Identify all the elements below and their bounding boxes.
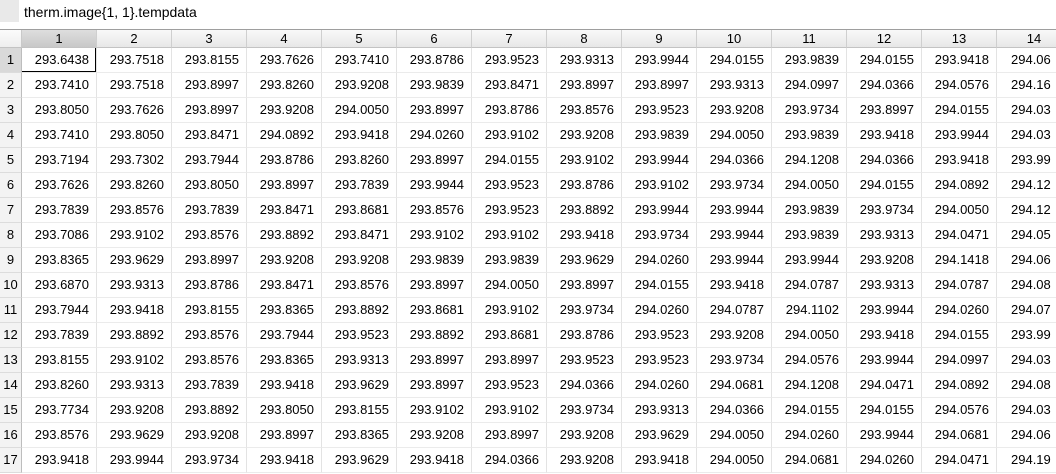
cell[interactable]: 294.0471 [922, 223, 997, 248]
cell[interactable]: 293.8260 [97, 173, 172, 198]
cell[interactable]: 293.8681 [472, 323, 547, 348]
cell[interactable]: 294.0050 [697, 123, 772, 148]
cell[interactable]: 293.8997 [247, 173, 322, 198]
cell[interactable]: 293.9523 [472, 373, 547, 398]
cell[interactable]: 293.9313 [97, 273, 172, 298]
cell[interactable]: 293.9102 [97, 223, 172, 248]
cell[interactable]: 293.9734 [847, 198, 922, 223]
cell[interactable]: 294.0892 [922, 173, 997, 198]
table-row [0, 348, 1056, 373]
cell[interactable]: 294.19 [997, 448, 1056, 473]
cell[interactable]: 294.0576 [922, 73, 997, 98]
cell[interactable]: 293.7410 [322, 48, 397, 73]
table-row [0, 248, 1056, 273]
cell[interactable]: 293.9418 [697, 273, 772, 298]
cell[interactable]: 293.8155 [172, 48, 247, 73]
cell[interactable]: 293.9102 [97, 348, 172, 373]
cell[interactable]: 293.9208 [547, 423, 622, 448]
cell[interactable]: 293.9313 [847, 223, 922, 248]
row-header-1[interactable]: 1 [0, 48, 22, 73]
cell[interactable]: 294.0471 [922, 448, 997, 473]
cell[interactable]: 293.8997 [172, 73, 247, 98]
cell[interactable]: 293.9523 [622, 348, 697, 373]
cell[interactable]: 294.0366 [697, 398, 772, 423]
cell[interactable]: 294.08 [997, 373, 1056, 398]
cell[interactable]: 293.8050 [97, 123, 172, 148]
cell[interactable]: 293.8997 [172, 248, 247, 273]
cell[interactable]: 294.0260 [922, 298, 997, 323]
cell[interactable]: 293.9418 [922, 48, 997, 73]
cell[interactable]: 293.8892 [172, 398, 247, 423]
cell[interactable]: 293.9418 [247, 373, 322, 398]
cell[interactable]: 293.9944 [622, 148, 697, 173]
cell[interactable]: 293.9208 [697, 323, 772, 348]
table-row [0, 223, 1056, 248]
cell[interactable]: 293.8786 [547, 323, 622, 348]
cell[interactable]: 294.0681 [772, 448, 847, 473]
cell[interactable]: 294.0892 [922, 373, 997, 398]
cell[interactable]: 293.8997 [472, 423, 547, 448]
cell[interactable]: 293.9734 [547, 298, 622, 323]
row-header-14[interactable]: 14 [0, 373, 22, 398]
cell[interactable]: 293.8997 [172, 98, 247, 123]
variable-name-title: therm.image{1, 1}.tempdata [24, 4, 197, 20]
row-header-7[interactable]: 7 [0, 198, 22, 223]
cell[interactable]: 293.7839 [22, 198, 97, 223]
cell[interactable]: 293.8786 [472, 98, 547, 123]
column-header-13[interactable]: 13 [922, 30, 997, 48]
cell[interactable]: 293.7839 [172, 373, 247, 398]
column-header-6[interactable]: 6 [397, 30, 472, 48]
cell[interactable]: 293.8050 [22, 98, 97, 123]
cell[interactable]: 293.9944 [772, 248, 847, 273]
cell[interactable]: 293.9523 [547, 348, 622, 373]
cell[interactable]: 293.7518 [97, 48, 172, 73]
cell[interactable]: 294.0260 [622, 298, 697, 323]
cell[interactable]: 293.7734 [22, 398, 97, 423]
cell[interactable]: 293.7626 [247, 48, 322, 73]
cell[interactable]: 293.9102 [397, 398, 472, 423]
cell[interactable]: 293.9523 [472, 48, 547, 73]
cell[interactable]: 293.9102 [547, 148, 622, 173]
cell[interactable]: 294.07 [997, 298, 1056, 323]
cell[interactable]: 293.9944 [622, 48, 697, 73]
row-header-10[interactable]: 10 [0, 273, 22, 298]
cell[interactable]: 294.0787 [772, 273, 847, 298]
cell[interactable]: 294.05 [997, 223, 1056, 248]
cell[interactable]: 293.9944 [697, 248, 772, 273]
cell[interactable]: 294.1208 [772, 373, 847, 398]
cell[interactable]: 294.0050 [697, 448, 772, 473]
cell[interactable]: 293.9208 [847, 248, 922, 273]
cell[interactable]: 294.0050 [772, 173, 847, 198]
cell[interactable]: 293.9313 [547, 48, 622, 73]
cell[interactable]: 293.8365 [322, 423, 397, 448]
cell[interactable]: 293.9944 [97, 448, 172, 473]
cell[interactable]: 294.0260 [772, 423, 847, 448]
cell[interactable]: 294.0155 [772, 398, 847, 423]
cell[interactable]: 293.8576 [547, 98, 622, 123]
cell[interactable]: 294.0050 [922, 198, 997, 223]
cell[interactable]: 293.7518 [97, 73, 172, 98]
cell[interactable]: 293.8576 [172, 348, 247, 373]
cell[interactable]: 293.7839 [172, 198, 247, 223]
cell[interactable]: 294.0366 [847, 148, 922, 173]
cell[interactable]: 293.9944 [847, 423, 922, 448]
cell[interactable]: 293.9629 [97, 423, 172, 448]
cell[interactable]: 293.9102 [472, 398, 547, 423]
cell[interactable]: 293.9839 [772, 198, 847, 223]
cell[interactable]: 293.9629 [622, 423, 697, 448]
column-header-10[interactable]: 10 [697, 30, 772, 48]
column-header-row [0, 30, 1056, 48]
cell[interactable]: 293.8365 [247, 348, 322, 373]
cell[interactable]: 293.9102 [397, 223, 472, 248]
cell[interactable]: 293.9208 [547, 448, 622, 473]
cell[interactable]: 293.8786 [172, 273, 247, 298]
table-row [0, 198, 1056, 223]
cell[interactable]: 293.9523 [472, 173, 547, 198]
cell[interactable]: 293.9523 [322, 323, 397, 348]
cell[interactable]: 293.8997 [397, 348, 472, 373]
table-row [0, 373, 1056, 398]
table-row [0, 423, 1056, 448]
cell[interactable]: 293.8155 [22, 348, 97, 373]
row-header-6[interactable]: 6 [0, 173, 22, 198]
table-row [0, 123, 1056, 148]
cell[interactable]: 293.8997 [847, 98, 922, 123]
cell[interactable]: 293.8681 [397, 298, 472, 323]
cell[interactable]: 293.99 [997, 148, 1056, 173]
row-header-13[interactable]: 13 [0, 348, 22, 373]
cell[interactable]: 293.9629 [97, 248, 172, 273]
cell[interactable]: 293.9208 [547, 123, 622, 148]
cell[interactable]: 293.8260 [247, 73, 322, 98]
cell[interactable]: 293.9102 [472, 223, 547, 248]
cell[interactable]: 293.9523 [622, 323, 697, 348]
cell[interactable]: 293.7302 [97, 148, 172, 173]
cell[interactable]: 294.0050 [472, 273, 547, 298]
table-row [0, 323, 1056, 348]
cell[interactable]: 294.0050 [697, 423, 772, 448]
cell[interactable]: 294.03 [997, 123, 1056, 148]
cell[interactable]: 293.9418 [397, 448, 472, 473]
cell[interactable]: 293.9944 [847, 298, 922, 323]
cell[interactable]: 294.0366 [697, 148, 772, 173]
cell[interactable]: 294.0366 [547, 373, 622, 398]
cell[interactable]: 293.8997 [547, 73, 622, 98]
column-header-4[interactable]: 4 [247, 30, 322, 48]
cell[interactable]: 293.9102 [622, 173, 697, 198]
cell[interactable]: 294.16 [997, 73, 1056, 98]
cell[interactable]: 293.8471 [247, 198, 322, 223]
column-header-1[interactable]: 1 [22, 30, 97, 48]
cell[interactable]: 293.8365 [22, 248, 97, 273]
cell[interactable]: 293.8892 [397, 323, 472, 348]
cell[interactable]: 294.03 [997, 98, 1056, 123]
row-header-15[interactable]: 15 [0, 398, 22, 423]
cell[interactable]: 294.0260 [397, 123, 472, 148]
cell[interactable]: 293.8260 [322, 148, 397, 173]
cell[interactable]: 294.06 [997, 48, 1056, 73]
cell[interactable]: 294.06 [997, 423, 1056, 448]
cell[interactable]: 294.0997 [922, 348, 997, 373]
cell[interactable]: 293.8471 [172, 123, 247, 148]
column-header-9[interactable]: 9 [622, 30, 697, 48]
cell[interactable]: 293.9944 [622, 198, 697, 223]
cell[interactable]: 294.0787 [697, 298, 772, 323]
cell[interactable]: 293.9208 [322, 73, 397, 98]
cell[interactable]: 293.9418 [97, 298, 172, 323]
row-header-16[interactable]: 16 [0, 423, 22, 448]
variable-editor-titlebar [0, 0, 1056, 29]
cell[interactable]: 293.9418 [922, 148, 997, 173]
cell[interactable]: 293.8681 [322, 198, 397, 223]
selected-cell[interactable]: 293.6438 [22, 48, 97, 73]
cell[interactable]: 293.9418 [322, 123, 397, 148]
cell[interactable]: 293.9313 [697, 73, 772, 98]
cell[interactable]: 294.0787 [922, 273, 997, 298]
cell[interactable]: 294.0260 [622, 248, 697, 273]
column-header-2[interactable]: 2 [97, 30, 172, 48]
cell[interactable]: 293.8997 [397, 373, 472, 398]
cell[interactable]: 293.9208 [97, 398, 172, 423]
cell[interactable]: 294.0260 [622, 373, 697, 398]
cell[interactable]: 294.0155 [622, 273, 697, 298]
cell[interactable]: 294.1102 [772, 298, 847, 323]
cell[interactable]: 293.9629 [322, 448, 397, 473]
cell[interactable]: 293.8365 [247, 298, 322, 323]
cell[interactable]: 293.9734 [172, 448, 247, 473]
cell[interactable]: 293.8050 [247, 398, 322, 423]
cell[interactable]: 293.9944 [697, 198, 772, 223]
cell[interactable]: 294.0576 [922, 398, 997, 423]
cell[interactable]: 293.8155 [172, 298, 247, 323]
column-header-14[interactable]: 14 [997, 30, 1056, 48]
cell[interactable]: 293.7944 [22, 298, 97, 323]
cell[interactable]: 294.0155 [847, 173, 922, 198]
cell[interactable]: 294.0471 [847, 373, 922, 398]
cell[interactable]: 293.99 [997, 323, 1056, 348]
cell[interactable]: 293.8892 [97, 323, 172, 348]
row-header-17[interactable]: 17 [0, 448, 22, 473]
cell[interactable]: 293.9102 [472, 298, 547, 323]
cell[interactable]: 293.9208 [247, 248, 322, 273]
row-header-4[interactable]: 4 [0, 123, 22, 148]
cell[interactable]: 293.9418 [247, 448, 322, 473]
cell[interactable]: 293.9734 [697, 173, 772, 198]
cell[interactable]: 293.9839 [772, 123, 847, 148]
cell[interactable]: 294.03 [997, 398, 1056, 423]
cell[interactable]: 294.1418 [922, 248, 997, 273]
row-header-9[interactable]: 9 [0, 248, 22, 273]
table-row [0, 98, 1056, 123]
cell[interactable]: 294.0155 [847, 398, 922, 423]
cell[interactable]: 293.9523 [622, 98, 697, 123]
cell[interactable]: 293.8155 [322, 398, 397, 423]
cell[interactable]: 293.9944 [922, 123, 997, 148]
cell[interactable]: 293.9734 [772, 98, 847, 123]
column-header-11[interactable]: 11 [772, 30, 847, 48]
cell[interactable]: 293.9208 [247, 98, 322, 123]
cell[interactable]: 294.0366 [847, 73, 922, 98]
cell[interactable]: 294.0155 [922, 323, 997, 348]
column-header-7[interactable]: 7 [472, 30, 547, 48]
cell[interactable]: 293.8892 [247, 223, 322, 248]
cell[interactable]: 293.9208 [322, 248, 397, 273]
tab-corner-chip [0, 0, 19, 22]
cell[interactable]: 294.0576 [772, 348, 847, 373]
cell[interactable]: 294.0155 [472, 148, 547, 173]
cell[interactable]: 293.8997 [397, 148, 472, 173]
cell[interactable]: 293.8260 [22, 373, 97, 398]
cell[interactable]: 294.0155 [922, 98, 997, 123]
cell[interactable]: 293.9944 [397, 173, 472, 198]
cell[interactable]: 293.7944 [247, 323, 322, 348]
row-header-5[interactable]: 5 [0, 148, 22, 173]
cell[interactable]: 293.9313 [322, 348, 397, 373]
cell[interactable]: 294.03 [997, 348, 1056, 373]
cell[interactable]: 294.12 [997, 173, 1056, 198]
cell[interactable]: 293.8576 [172, 223, 247, 248]
cell[interactable]: 293.9944 [847, 348, 922, 373]
cell[interactable]: 293.9734 [547, 398, 622, 423]
cell[interactable]: 293.9734 [697, 348, 772, 373]
cell[interactable]: 293.9523 [472, 198, 547, 223]
cell[interactable]: 293.7839 [322, 173, 397, 198]
cell[interactable]: 293.9208 [397, 423, 472, 448]
cell[interactable]: 293.7944 [172, 148, 247, 173]
table-row [0, 298, 1056, 323]
cell[interactable]: 293.8997 [247, 423, 322, 448]
cell[interactable]: 294.0892 [247, 123, 322, 148]
cell[interactable]: 293.9313 [97, 373, 172, 398]
cell[interactable]: 294.0366 [472, 448, 547, 473]
table-row [0, 398, 1056, 423]
table-row [0, 448, 1056, 473]
cell[interactable]: 293.9313 [622, 398, 697, 423]
cell[interactable]: 293.8997 [397, 98, 472, 123]
cell[interactable]: 293.9629 [322, 373, 397, 398]
cell[interactable]: 293.9313 [847, 273, 922, 298]
cell[interactable]: 294.08 [997, 273, 1056, 298]
cell[interactable]: 293.8471 [472, 73, 547, 98]
cell[interactable]: 293.9418 [22, 448, 97, 473]
table-row [0, 273, 1056, 298]
table-row [0, 73, 1056, 98]
table-row [0, 173, 1056, 198]
cell[interactable]: 293.7839 [22, 323, 97, 348]
cell[interactable]: 293.8997 [547, 273, 622, 298]
column-header-3[interactable]: 3 [172, 30, 247, 48]
row-header-11[interactable]: 11 [0, 298, 22, 323]
cell[interactable]: 293.6870 [22, 273, 97, 298]
row-header-12[interactable]: 12 [0, 323, 22, 348]
row-header-2[interactable]: 2 [0, 73, 22, 98]
cell[interactable]: 293.9839 [397, 73, 472, 98]
grid-corner-cell[interactable] [0, 30, 22, 48]
cell[interactable]: 293.8471 [247, 273, 322, 298]
cell[interactable]: 293.7410 [22, 73, 97, 98]
column-header-8[interactable]: 8 [547, 30, 622, 48]
cell[interactable]: 293.8997 [622, 73, 697, 98]
cell[interactable]: 293.9629 [547, 248, 622, 273]
cell[interactable]: 294.0155 [847, 48, 922, 73]
row-header-8[interactable]: 8 [0, 223, 22, 248]
cell[interactable]: 293.7086 [22, 223, 97, 248]
cell[interactable]: 293.9839 [397, 248, 472, 273]
cell[interactable]: 293.8576 [97, 198, 172, 223]
cell[interactable]: 294.1208 [772, 148, 847, 173]
cell[interactable]: 293.9734 [622, 223, 697, 248]
cell[interactable]: 293.8576 [22, 423, 97, 448]
cell[interactable]: 293.9839 [772, 223, 847, 248]
cell[interactable]: 293.9208 [697, 98, 772, 123]
cell[interactable]: 293.8997 [472, 348, 547, 373]
cell[interactable]: 293.9839 [622, 123, 697, 148]
cell[interactable]: 294.0050 [322, 98, 397, 123]
cell[interactable]: 294.0997 [772, 73, 847, 98]
cell[interactable]: 293.8576 [397, 198, 472, 223]
cell[interactable]: 293.9418 [847, 323, 922, 348]
cell[interactable]: 293.8471 [322, 223, 397, 248]
cell[interactable]: 293.7626 [97, 98, 172, 123]
variable-editor-grid [0, 29, 1056, 474]
table-row [0, 148, 1056, 173]
cell[interactable]: 293.7410 [22, 123, 97, 148]
cell[interactable]: 293.8892 [322, 298, 397, 323]
cell[interactable]: 294.0155 [697, 48, 772, 73]
cell[interactable]: 293.7626 [22, 173, 97, 198]
cell[interactable]: 293.8576 [322, 273, 397, 298]
cell[interactable]: 293.9418 [547, 223, 622, 248]
row-header-3[interactable]: 3 [0, 98, 22, 123]
cell[interactable]: 293.9944 [697, 223, 772, 248]
cell[interactable]: 293.8892 [547, 198, 622, 223]
cell[interactable]: 293.8997 [397, 273, 472, 298]
table-row [0, 48, 1056, 73]
column-header-12[interactable]: 12 [847, 30, 922, 48]
cell[interactable]: 293.8050 [172, 173, 247, 198]
cell[interactable]: 294.06 [997, 248, 1056, 273]
cell[interactable]: 293.9102 [472, 123, 547, 148]
cell[interactable]: 293.9418 [847, 123, 922, 148]
column-header-5[interactable]: 5 [322, 30, 397, 48]
cell[interactable]: 293.9418 [622, 448, 697, 473]
cell[interactable]: 294.0050 [772, 323, 847, 348]
cell[interactable]: 293.8786 [547, 173, 622, 198]
cell[interactable]: 293.7194 [22, 148, 97, 173]
cell[interactable]: 293.8786 [397, 48, 472, 73]
cell[interactable]: 293.9839 [772, 48, 847, 73]
cell[interactable]: 293.9839 [472, 248, 547, 273]
cell[interactable]: 294.0260 [847, 448, 922, 473]
cell[interactable]: 293.8576 [172, 323, 247, 348]
cell[interactable]: 293.8786 [247, 148, 322, 173]
cell[interactable]: 294.0681 [922, 423, 997, 448]
cell[interactable]: 293.9208 [172, 423, 247, 448]
cell[interactable]: 294.12 [997, 198, 1056, 223]
cell[interactable]: 294.0681 [697, 373, 772, 398]
